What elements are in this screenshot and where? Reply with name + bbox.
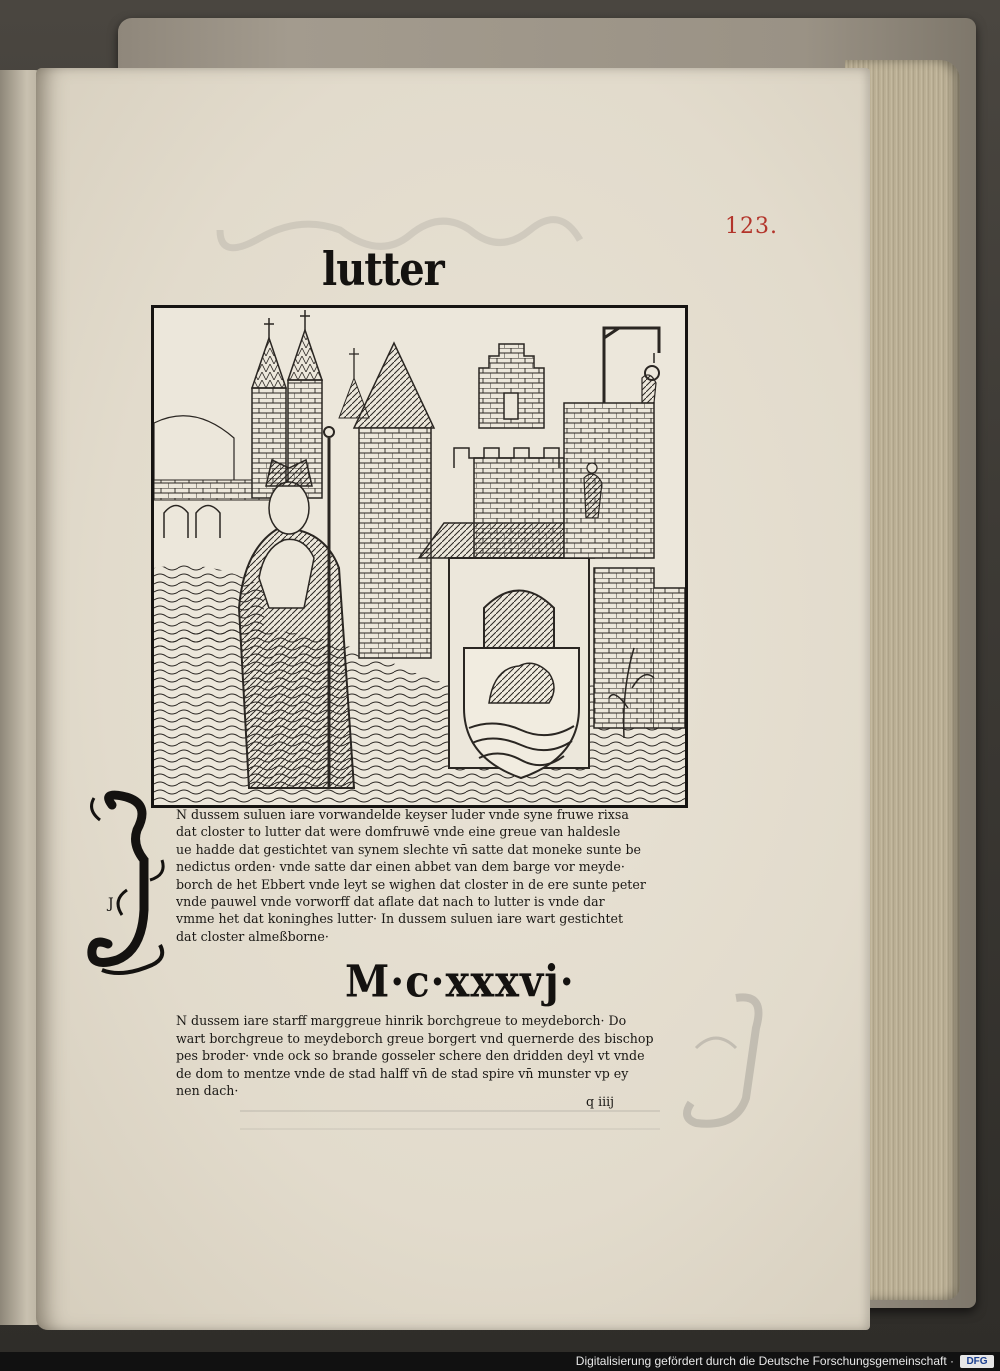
- woodcut-illustration: [151, 305, 688, 808]
- paragraph-2-line: wart borchgreue to meydeborch greue borgert vnd quernerde des bischop: [176, 1030, 654, 1046]
- year-heading: M·c·xxxvj·: [345, 955, 575, 1008]
- paragraph-2-line: nen dach·: [176, 1083, 239, 1099]
- initial-letter: J: [108, 896, 114, 912]
- bleed-through-initial: [676, 988, 786, 1138]
- paragraph-1-line: vmme het dat koninghes lutter· In dussem suluen iare wart gestichtet: [176, 911, 624, 927]
- paragraph-2-line: pes broder· vnde ock so brande gosseler schere den dridden deyl vt vnde: [176, 1048, 645, 1064]
- bleed-through-initial-shape: [676, 988, 786, 1138]
- bleed-through-lines: [240, 1110, 660, 1130]
- decorated-initial: [82, 790, 172, 980]
- paragraph-1-line: nedictus orden· vnde satte dar einen abbet van dem barge vor meyde·: [176, 859, 625, 875]
- paragraph-2: [176, 1012, 688, 1100]
- page-heading: lutter: [322, 242, 444, 297]
- woodcut-city-scene: [154, 308, 685, 805]
- paragraph-1-line: dat closter to lutter dat were domfruwē vnde eine greue van haldesle: [176, 824, 621, 840]
- folio-number: 123.: [725, 214, 778, 239]
- paragraph-2-line: N dussem iare starff marggreue hinrik borchgreue to meydeborch· Do: [176, 1013, 627, 1028]
- paragraph-1-line: borch de het Ebbert vnde leyt se wighen dat closter in de ere sunte peter: [176, 876, 646, 892]
- paragraph-1-line: vnde pauwel vnde vorworff dat aflate dat nach to lutter is vnde dar: [176, 894, 605, 910]
- paragraph-2-line: de dom to mentze vnde de stad halff vn̄ de stad spire vn̄ munster vp ey: [176, 1065, 629, 1081]
- footer-credit: Digitalisierung gefördert durch die Deutsche Forschungsgemeinschaft ·: [575, 1354, 954, 1368]
- paragraph-1-line: dat closter almeßborne·: [176, 928, 329, 944]
- paragraph-1: [176, 806, 686, 945]
- signature-mark: q iiij: [586, 1094, 615, 1109]
- dfg-logo: DFG: [960, 1355, 994, 1368]
- initial-letter-flourish: [82, 790, 172, 980]
- paragraph-1-line: N dussem suluen iare vorwandelde keyser luder vnde syne fruwe rixsa: [176, 807, 629, 822]
- paragraph-1-line: ue hadde dat gestichtet van synem slechte vn̄ satte dat moneke sunte be: [176, 841, 641, 857]
